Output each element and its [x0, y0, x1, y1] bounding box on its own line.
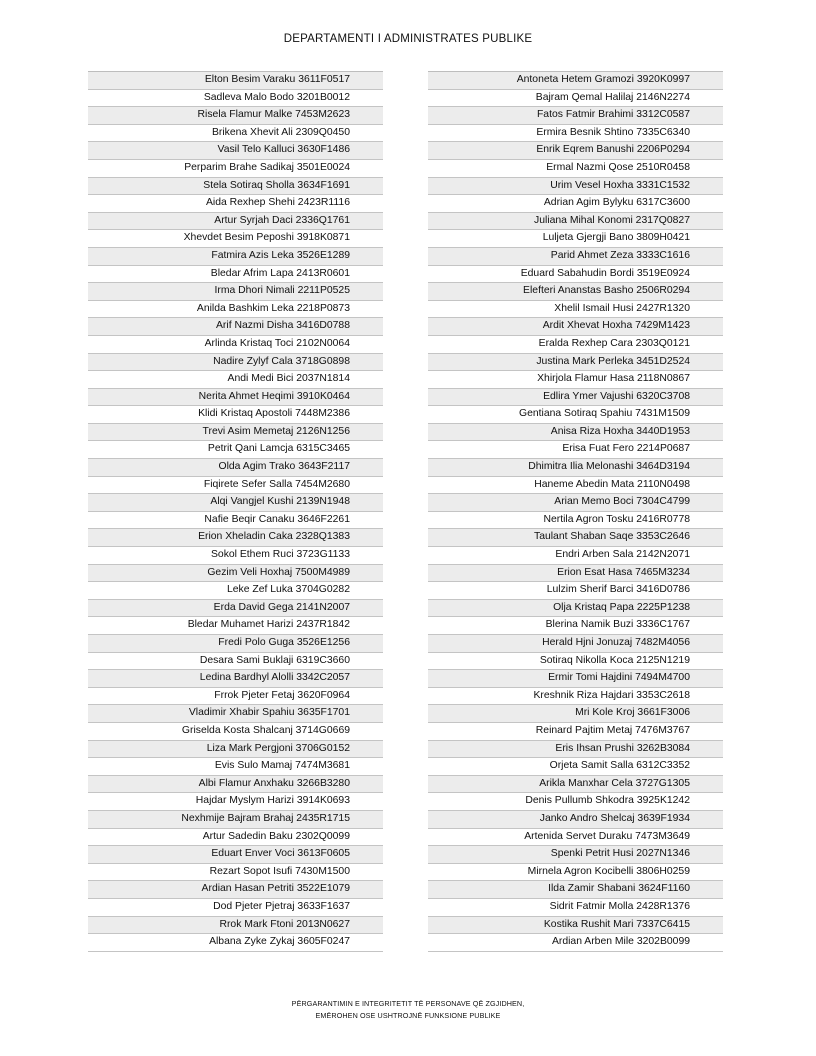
list-item: Ardian Arben Mile 3202B0099 — [428, 934, 723, 952]
list-item: Frrok Pjeter Fetaj 3620F0964 — [88, 688, 383, 706]
list-item: Mirnela Agron Kocibelli 3806H0259 — [428, 864, 723, 882]
list-item: Artenida Servet Duraku 7473M3649 — [428, 829, 723, 847]
list-item: Anilda Bashkim Leka 2218P0873 — [88, 301, 383, 319]
list-item: Herald Hjni Jonuzaj 7482M4056 — [428, 635, 723, 653]
right-name-list — [428, 71, 723, 952]
list-item: Lulzim Sherif Barci 3416D0786 — [428, 582, 723, 600]
list-item: Nertila Agron Tosku 2416R0778 — [428, 512, 723, 530]
list-item: Rezart Sopot Isufi 7430M1500 — [88, 864, 383, 882]
list-item: Antoneta Hetem Gramozi 3920K0997 — [428, 72, 723, 90]
list-item: Bajram Qemal Halilaj 2146N2274 — [428, 90, 723, 108]
list-item: Petrit Qani Lamcja 6315C3465 — [88, 441, 383, 459]
list-item: Olja Kristaq Papa 2225P1238 — [428, 600, 723, 618]
list-item: Artur Syrjah Daci 2336Q1761 — [88, 213, 383, 231]
list-item: Sokol Ethem Ruci 3723G1133 — [88, 547, 383, 565]
list-item: Adrian Agim Bylyku 6317C3600 — [428, 195, 723, 213]
list-item: Elton Besim Varaku 3611F0517 — [88, 72, 383, 90]
list-item: Edlira Ymer Vajushi 6320C3708 — [428, 389, 723, 407]
list-item: Spenki Petrit Husi 2027N1346 — [428, 846, 723, 864]
list-item: Nadire Zylyf Cala 3718G0898 — [88, 354, 383, 372]
list-item: Sidrit Fatmir Molla 2428R1376 — [428, 899, 723, 917]
list-item: Nerita Ahmet Heqimi 3910K0464 — [88, 389, 383, 407]
list-item: Liza Mark Pergjoni 3706G0152 — [88, 741, 383, 759]
left-name-list — [88, 71, 383, 952]
list-item: Eduard Sabahudin Bordi 3519E0924 — [428, 266, 723, 284]
list-item: Aida Rexhep Shehi 2423R1116 — [88, 195, 383, 213]
list-item: Blerina Namik Buzi 3336C1767 — [428, 617, 723, 635]
list-item: Eralda Rexhep Cara 2303Q0121 — [428, 336, 723, 354]
footer-line-1: PËRGARANTIMIN E INTEGRITETIT TË PERSONAVE QË ZGJIDHEN, — [291, 999, 525, 1008]
list-item: Orjeta Samit Salla 6312C3352 — [428, 758, 723, 776]
list-item: Eduart Enver Voci 3613F0605 — [88, 846, 383, 864]
list-item: Desara Sami Buklaji 6319C3660 — [88, 653, 383, 671]
list-item: Dhimitra Ilia Melonashi 3464D3194 — [428, 459, 723, 477]
list-item: Xhelil Ismail Husi 2427R1320 — [428, 301, 723, 319]
list-item: Alqi Vangjel Kushi 2139N1948 — [88, 494, 383, 512]
list-item: Arlinda Kristaq Toci 2102N0064 — [88, 336, 383, 354]
list-item: Mri Kole Kroj 3661F3006 — [428, 705, 723, 723]
list-item: Albi Flamur Anxhaku 3266B3280 — [88, 776, 383, 794]
list-item: Fatos Fatmir Brahimi 3312C0587 — [428, 107, 723, 125]
list-item: Enrik Eqrem Banushi 2206P0294 — [428, 142, 723, 160]
list-item: Sotiraq Nikolla Koca 2125N1219 — [428, 653, 723, 671]
list-item: Hajdar Myslym Harizi 3914K0693 — [88, 793, 383, 811]
list-item: Artur Sadedin Baku 2302Q0099 — [88, 829, 383, 847]
list-item: Luljeta Gjergji Bano 3809H0421 — [428, 230, 723, 248]
list-item: Fiqirete Sefer Salla 7454M2680 — [88, 477, 383, 495]
list-item: Denis Pullumb Shkodra 3925K1242 — [428, 793, 723, 811]
list-item: Klidi Kristaq Apostoli 7448M2386 — [88, 406, 383, 424]
list-item: Elefteri Ananstas Basho 2506R0294 — [428, 283, 723, 301]
list-item: Perparim Brahe Sadikaj 3501E0024 — [88, 160, 383, 178]
list-item: Ermal Nazmi Qose 2510R0458 — [428, 160, 723, 178]
list-item: Irma Dhori Nimali 2211P0525 — [88, 283, 383, 301]
list-item: Ardian Hasan Petriti 3522E1079 — [88, 881, 383, 899]
list-item: Arif Nazmi Disha 3416D0788 — [88, 318, 383, 336]
list-item: Parid Ahmet Zeza 3333C1616 — [428, 248, 723, 266]
list-item: Kreshnik Riza Hajdari 3353C2618 — [428, 688, 723, 706]
list-item: Fatmira Azis Leka 3526E1289 — [88, 248, 383, 266]
list-item: Bledar Afrim Lapa 2413R0601 — [88, 266, 383, 284]
list-item: Trevi Asim Memetaj 2126N1256 — [88, 424, 383, 442]
list-item: Griselda Kosta Shalcanj 3714G0669 — [88, 723, 383, 741]
list-item: Endri Arben Sala 2142N2071 — [428, 547, 723, 565]
list-item: Sadleva Malo Bodo 3201B0012 — [88, 90, 383, 108]
list-item: Olda Agim Trako 3643F2117 — [88, 459, 383, 477]
list-item: Janko Andro Shelcaj 3639F1934 — [428, 811, 723, 829]
list-item: Erion Xheladin Caka 2328Q1383 — [88, 529, 383, 547]
list-item: Xhevdet Besim Peposhi 3918K0871 — [88, 230, 383, 248]
list-item: Urim Vesel Hoxha 3331C1532 — [428, 178, 723, 196]
list-item: Juliana Mihal Konomi 2317Q0827 — [428, 213, 723, 231]
list-item: Reinard Pajtim Metaj 7476M3767 — [428, 723, 723, 741]
list-item: Brikena Xhevit Ali 2309Q0450 — [88, 125, 383, 143]
list-item: Rrok Mark Ftoni 2013N0627 — [88, 917, 383, 935]
list-item: Ilda Zamir Shabani 3624F1160 — [428, 881, 723, 899]
list-item: Dod Pjeter Pjetraj 3633F1637 — [88, 899, 383, 917]
list-item: Leke Zef Luka 3704G0282 — [88, 582, 383, 600]
list-item: Vladimir Xhabir Spahiu 3635F1701 — [88, 705, 383, 723]
list-item: Xhirjola Flamur Hasa 2118N0867 — [428, 371, 723, 389]
footer-line-2: EMËROHEN OSE USHTROJNË FUNKSIONE PUBLIKE — [315, 1011, 501, 1020]
list-item: Taulant Shaban Saqe 3353C2646 — [428, 529, 723, 547]
list-item: Haneme Abedin Mata 2110N0498 — [428, 477, 723, 495]
list-item: Anisa Riza Hoxha 3440D1953 — [428, 424, 723, 442]
page-title: DEPARTAMENTI I ADMINISTRATES PUBLIKE — [283, 33, 533, 45]
list-item: Gentiana Sotiraq Spahiu 7431M1509 — [428, 406, 723, 424]
list-item: Ermira Besnik Shtino 7335C6340 — [428, 125, 723, 143]
list-item: Erda David Gega 2141N2007 — [88, 600, 383, 618]
list-item: Fredi Polo Guga 3526E1256 — [88, 635, 383, 653]
list-item: Albana Zyke Zykaj 3605F0247 — [88, 934, 383, 952]
list-item: Stela Sotiraq Sholla 3634F1691 — [88, 178, 383, 196]
list-item: Gezim Veli Hoxhaj 7500M4989 — [88, 565, 383, 583]
list-item: Erion Esat Hasa 7465M3234 — [428, 565, 723, 583]
list-item: Erisa Fuat Fero 2214P0687 — [428, 441, 723, 459]
list-item: Bledar Muhamet Harizi 2437R1842 — [88, 617, 383, 635]
list-item: Arian Memo Boci 7304C4799 — [428, 494, 723, 512]
list-item: Ardit Xhevat Hoxha 7429M1423 — [428, 318, 723, 336]
list-item: Arikla Manxhar Cela 3727G1305 — [428, 776, 723, 794]
list-item: Andi Medi Bici 2037N1814 — [88, 371, 383, 389]
list-item: Ledina Bardhyl Alolli 3342C2057 — [88, 670, 383, 688]
list-item: Evis Sulo Mamaj 7474M3681 — [88, 758, 383, 776]
list-item: Eris Ihsan Prushi 3262B3084 — [428, 741, 723, 759]
list-item: Risela Flamur Malke 7453M2623 — [88, 107, 383, 125]
list-item: Kostika Rushit Mari 7337C6415 — [428, 917, 723, 935]
list-item: Justina Mark Perleka 3451D2524 — [428, 354, 723, 372]
list-item: Vasil Telo Kalluci 3630F1486 — [88, 142, 383, 160]
list-item: Nexhmije Bajram Brahaj 2435R1715 — [88, 811, 383, 829]
list-item: Nafie Beqir Canaku 3646F2261 — [88, 512, 383, 530]
page-footer — [0, 998, 816, 1022]
list-item: Ermir Tomi Hajdini 7494M4700 — [428, 670, 723, 688]
